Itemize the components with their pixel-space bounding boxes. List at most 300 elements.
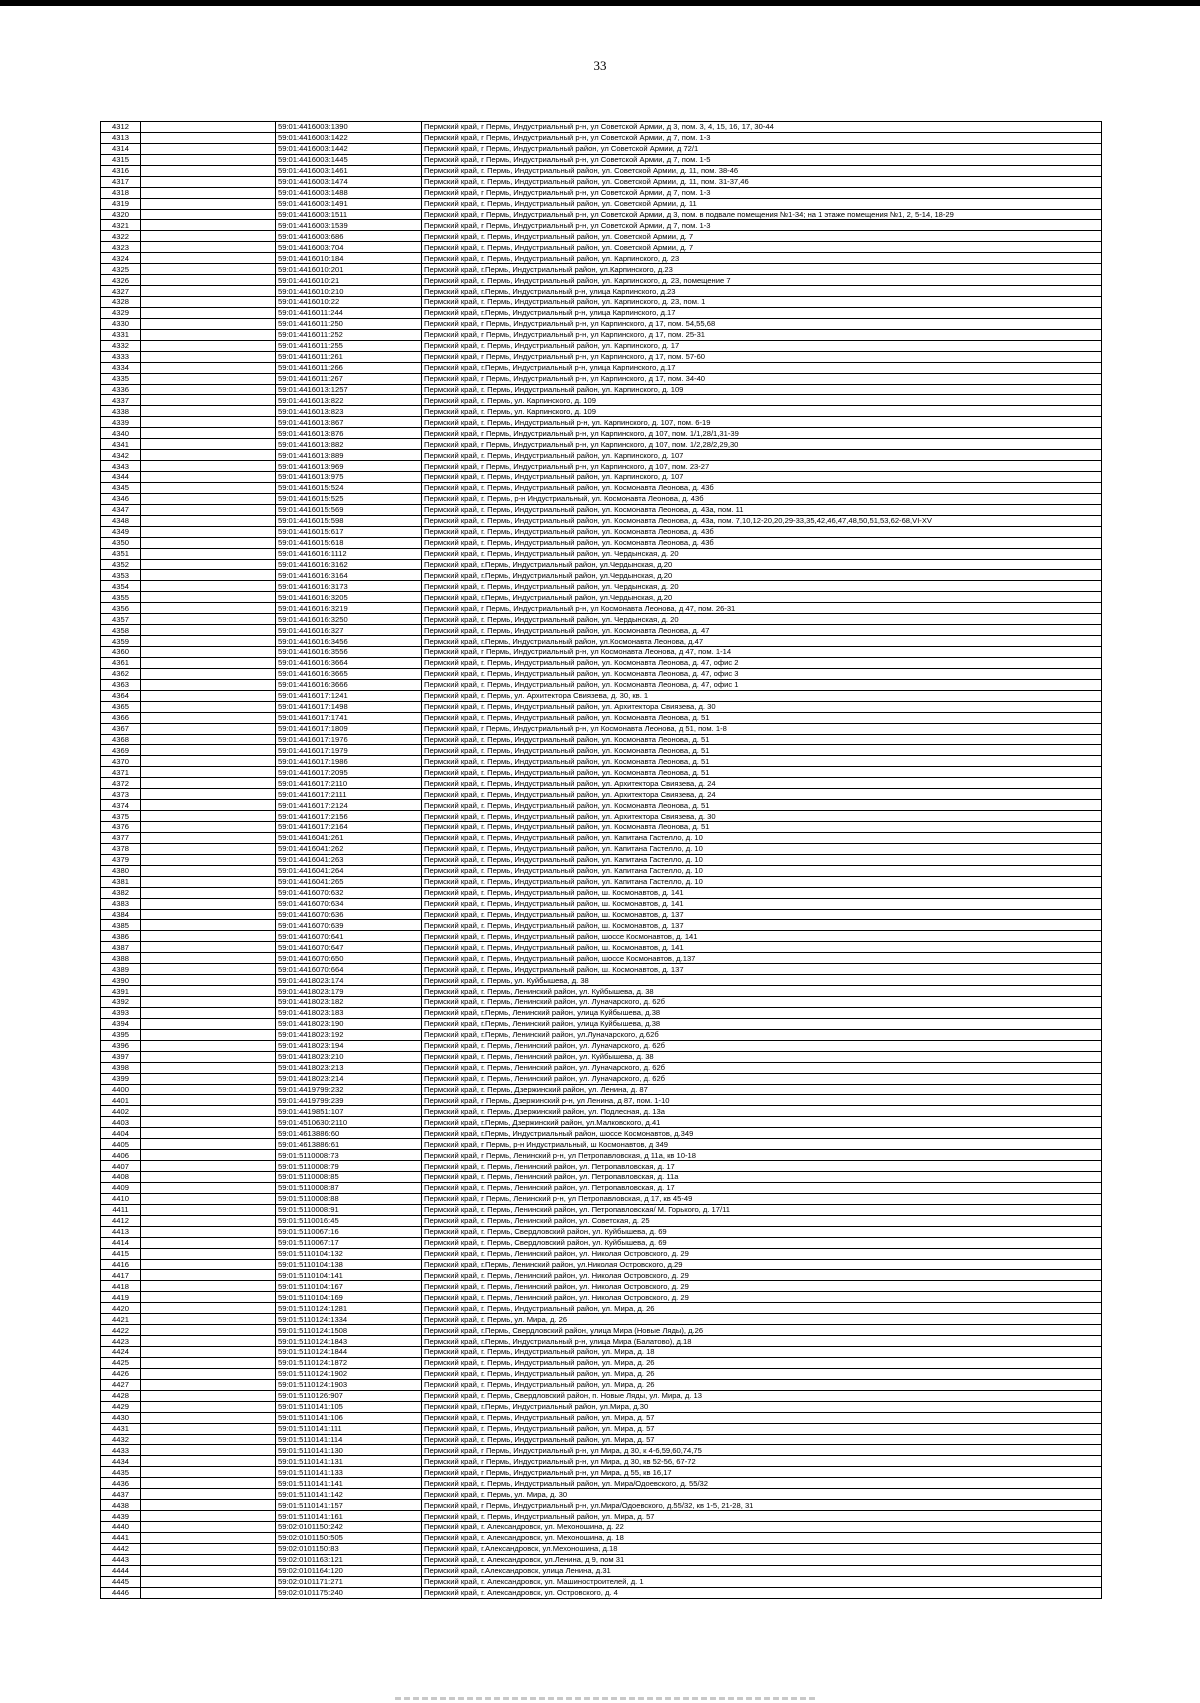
row-number: 4378 [101,843,141,854]
address: Пермский край, г.Пермь, Индустриальный район, ул.Космонавта Леонова, д.47 [422,636,1102,647]
table-row [101,953,1102,964]
row-number: 4329 [101,307,141,318]
empty-cell [141,1161,276,1172]
row-number: 4433 [101,1445,141,1456]
table-row [101,1073,1102,1084]
cadastral-number: 59:01:4418023:179 [276,986,422,997]
row-number: 4326 [101,275,141,286]
cadastral-number: 59:01:5110141:157 [276,1500,422,1511]
row-number: 4400 [101,1084,141,1095]
row-number: 4333 [101,351,141,362]
table-row [101,701,1102,712]
address: Пермский край, г. Пермь, Индустриальный район, ул. Советской Армии, д. 7 [422,242,1102,253]
row-number: 4395 [101,1029,141,1040]
empty-cell [141,1007,276,1018]
cadastral-number: 59:01:4416013:882 [276,439,422,450]
row-number: 4427 [101,1379,141,1390]
table-row [101,1390,1102,1401]
table-row [101,264,1102,275]
address: Пермский край, г Пермь, Индустриальный р-н, ул Карпинского, д 107, пом. 23-27 [422,461,1102,472]
address: Пермский край, г.Пермь, Индустриальный район, ул.Чердынская, д.20 [422,592,1102,603]
row-number: 4362 [101,668,141,679]
cadastral-number: 59:01:4416003:1539 [276,220,422,231]
row-number: 4371 [101,767,141,778]
address: Пермский край, г. Пермь, Индустриальный район, шоссе Космонавтов, д. 141 [422,931,1102,942]
cadastral-number: 59:01:5110141:133 [276,1467,422,1478]
cadastral-number: 59:01:4416016:3456 [276,636,422,647]
empty-cell [141,1314,276,1325]
row-number: 4392 [101,997,141,1008]
empty-cell [141,1248,276,1259]
address: Пермский край, г Пермь, Индустриальный р-н, ул Карпинского, д 17, пом. 25-31 [422,329,1102,340]
table-row [101,242,1102,253]
address: Пермский край, г. Пермь, Ленинский район, ул. Николая Островского, д. 29 [422,1292,1102,1303]
table-row [101,636,1102,647]
table-row [101,942,1102,953]
table-row [101,898,1102,909]
row-number: 4419 [101,1292,141,1303]
row-number: 4351 [101,548,141,559]
row-number: 4380 [101,865,141,876]
table-row [101,975,1102,986]
cadastral-number: 59:01:4416011:266 [276,362,422,373]
address: Пермский край, г. Александровск, ул.Ленина, д 9, пом 31 [422,1554,1102,1565]
empty-cell [141,1226,276,1237]
address: Пермский край, г. Пермь, Индустриальный район, ул. Мира, д. 26 [422,1368,1102,1379]
row-number: 4420 [101,1303,141,1314]
row-number: 4413 [101,1226,141,1237]
address: Пермский край, г. Пермь, ул. Карпинского, д. 109 [422,395,1102,406]
row-number: 4383 [101,898,141,909]
cadastral-number: 59:01:4416010:21 [276,275,422,286]
cadastral-number: 59:01:4613886:60 [276,1128,422,1139]
cadastral-number: 59:01:4416011:252 [276,329,422,340]
table-row [101,504,1102,515]
address: Пермский край, г.Пермь, Ленинский район, улица Куйбышева, д.38 [422,1018,1102,1029]
row-number: 4440 [101,1522,141,1533]
empty-cell [141,318,276,329]
row-number: 4432 [101,1434,141,1445]
empty-cell [141,767,276,778]
address: Пермский край, г. Пермь, Индустриальный район, ул. Космонавта Леонова, д. 47 [422,625,1102,636]
empty-cell [141,1379,276,1390]
address: Пермский край, г. Пермь, Индустриальный район, ул. Космонавта Леонова, д. 43а, пом. 11 [422,504,1102,515]
table-row [101,1128,1102,1139]
row-number: 4313 [101,132,141,143]
address: Пермский край, г. Пермь, Ленинский район, ул. Куйбышева, д. 38 [422,1051,1102,1062]
address: Пермский край, г. Пермь, Свердловский район, ул. Куйбышева, д. 69 [422,1237,1102,1248]
cadastral-number: 59:01:4416013:889 [276,450,422,461]
empty-cell [141,450,276,461]
cadastral-number: 59:01:4416041:264 [276,865,422,876]
row-number: 4385 [101,920,141,931]
cadastral-number: 59:01:4416070:634 [276,898,422,909]
address: Пермский край, г. Александровск, ул. Мехоношина, д. 22 [422,1522,1102,1533]
address: Пермский край, г. Пермь, Индустриальный район, ш. Космонавтов, д. 141 [422,898,1102,909]
table-row [101,800,1102,811]
cadastral-number: 59:01:4416017:1979 [276,745,422,756]
cadastral-number: 59:01:4613886:61 [276,1139,422,1150]
cadastral-number: 59:01:4416010:201 [276,264,422,275]
table-row [101,1325,1102,1336]
cadastral-number: 59:01:5110008:73 [276,1150,422,1161]
empty-cell [141,778,276,789]
row-number: 4389 [101,964,141,975]
address: Пермский край, г.Пермь, Дзержинский район, ул.Малковского, д.41 [422,1117,1102,1128]
empty-cell [141,953,276,964]
table-row [101,1379,1102,1390]
row-number: 4331 [101,329,141,340]
top-border-rule [0,0,1200,6]
empty-cell [141,822,276,833]
empty-cell [141,1281,276,1292]
address: Пермский край, г. Пермь, Индустриальный район, ул. Карпинского, д. 23, пом. 1 [422,297,1102,308]
table-row [101,176,1102,187]
row-number: 4339 [101,417,141,428]
row-number: 4338 [101,406,141,417]
address: Пермский край, г Пермь, р-н Индустриальный, ш Космонавтов, д 349 [422,1139,1102,1150]
address: Пермский край, г Пермь, Индустриальный р-н, ул Советской Армии, д 7, пом. 1-3 [422,132,1102,143]
cadastral-number: 59:01:5110104:132 [276,1248,422,1259]
address: Пермский край, г.Пермь, Индустриальный р-н, улица Карпинского, д.17 [422,362,1102,373]
row-number: 4347 [101,504,141,515]
cadastral-number: 59:01:4416041:265 [276,876,422,887]
cadastral-number: 59:01:4416017:1498 [276,701,422,712]
empty-cell [141,854,276,865]
address: Пермский край, г Пермь, Индустриальный р-н, ул Карпинского, д 17, пом. 54,55,68 [422,318,1102,329]
empty-cell [141,690,276,701]
address: Пермский край, г. Пермь, Индустриальный район, ул. Мира/Одоевского, д. 55/32 [422,1478,1102,1489]
empty-cell [141,493,276,504]
row-number: 4386 [101,931,141,942]
table-row [101,1204,1102,1215]
empty-cell [141,1215,276,1226]
cadastral-number: 59:01:4416003:1491 [276,198,422,209]
empty-cell [141,832,276,843]
cadastral-number: 59:01:4416016:3164 [276,570,422,581]
address: Пермский край, г. Пермь, Индустриальный район, ул. Карпинского, д. 107 [422,450,1102,461]
cadastral-number: 59:01:4416003:1442 [276,143,422,154]
row-number: 4322 [101,231,141,242]
empty-cell [141,909,276,920]
table-row [101,417,1102,428]
empty-cell [141,537,276,548]
cadastral-number: 59:01:4416017:2164 [276,822,422,833]
row-number: 4340 [101,428,141,439]
row-number: 4334 [101,362,141,373]
cadastral-number: 59:01:5110141:106 [276,1412,422,1423]
cadastral-number: 59:01:4416015:569 [276,504,422,515]
table-row [101,154,1102,165]
empty-cell [141,1325,276,1336]
address: Пермский край, г Пермь, Ленинский р-н, ул Петропавловская, д 11а, кв 10-18 [422,1150,1102,1161]
address: Пермский край, г. Пермь, Индустриальный район, ул. Мира, д. 57 [422,1434,1102,1445]
empty-cell [141,417,276,428]
row-number: 4384 [101,909,141,920]
row-number: 4345 [101,482,141,493]
empty-cell [141,176,276,187]
address: Пермский край, г. Пермь, Дзержинский район, ул. Подлесная, д. 13а [422,1106,1102,1117]
cadastral-number: 59:01:4416017:1809 [276,723,422,734]
address: Пермский край, г. Пермь, Индустриальный район, ул. Космонавта Леонова, д. 47, офис 3 [422,668,1102,679]
address: Пермский край, г. Пермь, Индустриальный район, ул. Советской Армии, д. 11 [422,198,1102,209]
empty-cell [141,1150,276,1161]
address: Пермский край, г. Пермь, Ленинский район, ул. Николая Островского, д. 29 [422,1270,1102,1281]
cadastral-number: 59:01:4418023:192 [276,1029,422,1040]
cadastral-number: 59:01:4416003:1422 [276,132,422,143]
address: Пермский край, г. Пермь, Индустриальный район, ул. Мира, д. 57 [422,1412,1102,1423]
cadastral-number: 59:01:4416070:664 [276,964,422,975]
row-number: 4406 [101,1150,141,1161]
address: Пермский край, г Пермь, Индустриальный р-н, ул Советской Армии, д 7, пом. 1-3 [422,220,1102,231]
row-number: 4397 [101,1051,141,1062]
row-number: 4405 [101,1139,141,1150]
empty-cell [141,198,276,209]
empty-cell [141,1259,276,1270]
row-number: 4408 [101,1172,141,1183]
table-row [101,187,1102,198]
cadastral-number: 59:01:5110008:88 [276,1193,422,1204]
row-number: 4436 [101,1478,141,1489]
table-row [101,1489,1102,1500]
table-row [101,537,1102,548]
table-row [101,461,1102,472]
cadastral-number: 59:01:4416003:704 [276,242,422,253]
row-number: 4327 [101,286,141,297]
table-row [101,1401,1102,1412]
address: Пермский край, г. Пермь, Индустриальный район, ул. Советской Армии, д. 11, пом. 38-46 [422,165,1102,176]
cadastral-number: 59:01:4416011:267 [276,373,422,384]
table-row [101,964,1102,975]
cadastral-number: 59:01:4416041:261 [276,832,422,843]
empty-cell [141,712,276,723]
address: Пермский край, г Пермь, Индустриальный р-н, ул Мира, д 30, кв 52-56, 67-72 [422,1456,1102,1467]
cadastral-number: 59:01:5110008:79 [276,1161,422,1172]
address: Пермский край, г. Пермь, Ленинский район, ул. Луначарского, д. 62б [422,1062,1102,1073]
cadastral-number: 59:01:4416003:686 [276,231,422,242]
address: Пермский край, г. Пермь, Индустриальный район, ул. Архитектора Свиязева, д. 30 [422,811,1102,822]
row-number: 4424 [101,1347,141,1358]
cadastral-number: 59:01:4416015:618 [276,537,422,548]
table-row [101,865,1102,876]
address: Пермский край, г. Пермь, Индустриальный район, ул. Космонавта Леонова, д. 47, офис 1 [422,679,1102,690]
empty-cell [141,603,276,614]
empty-cell [141,559,276,570]
row-number: 4359 [101,636,141,647]
address: Пермский край, г. Пермь, Индустриальный район, ул. Капитана Гастелло, д. 10 [422,876,1102,887]
address: Пермский край, г.Пермь, Ленинский район, улица Куйбышева, д.38 [422,1007,1102,1018]
empty-cell [141,351,276,362]
empty-cell [141,843,276,854]
address: Пермский край, г. Пермь, Ленинский район, ул. Петропавловская, д. 17 [422,1182,1102,1193]
table-row [101,329,1102,340]
row-number: 4360 [101,647,141,658]
address: Пермский край, г. Пермь, Ленинский район, ул. Петропавловская, д. 11а [422,1172,1102,1183]
empty-cell [141,1106,276,1117]
row-number: 4416 [101,1259,141,1270]
empty-cell [141,942,276,953]
table-row [101,1532,1102,1543]
empty-cell [141,581,276,592]
address: Пермский край, г. Пермь, Индустриальный район, ул. Архитектора Свиязева, д. 24 [422,789,1102,800]
cadastral-number: 59:01:4416013:876 [276,428,422,439]
table-row [101,1522,1102,1533]
table-row [101,1511,1102,1522]
table-row [101,1215,1102,1226]
table-row [101,679,1102,690]
address: Пермский край, г. Пермь, Индустриальный район, ул. Мира, д. 26 [422,1379,1102,1390]
row-number: 4390 [101,975,141,986]
row-number: 4363 [101,679,141,690]
empty-cell [141,1095,276,1106]
table-row [101,1007,1102,1018]
cadastral-number: 59:01:5110067:16 [276,1226,422,1237]
row-number: 4409 [101,1182,141,1193]
row-number: 4444 [101,1565,141,1576]
address: Пермский край, г Пермь, Индустриальный р-н, ул Советской Армии, д 7, пом. 1-5 [422,154,1102,165]
address: Пермский край, г. Пермь, Индустриальный р-н, ул. Карпинского, д. 107, пом. 6-19 [422,417,1102,428]
table-row [101,887,1102,898]
address: Пермский край, г. Пермь, ул. Карпинского, д. 109 [422,406,1102,417]
table-row [101,690,1102,701]
cadastral-number: 59:01:4418023:214 [276,1073,422,1084]
address: Пермский край, г. Александровск, ул. Островского, д. 4 [422,1587,1102,1598]
row-number: 4312 [101,122,141,133]
empty-cell [141,1237,276,1248]
cadastral-number: 59:01:4418023:190 [276,1018,422,1029]
address: Пермский край, г. Пермь, Индустриальный район, ул. Советской Армии, д. 7 [422,231,1102,242]
table-row [101,340,1102,351]
row-number: 4319 [101,198,141,209]
address: Пермский край, г Пермь, Индустриальный р-н, ул Мира, д 30, к 4-6,59,60,74,75 [422,1445,1102,1456]
table-row [101,1018,1102,1029]
empty-cell [141,964,276,975]
address: Пермский край, г. Пермь, Индустриальный район, ул. Капитана Гастелло, д. 10 [422,854,1102,865]
table-row [101,1161,1102,1172]
empty-cell [141,723,276,734]
address: Пермский край, г Пермь, Индустриальный р-н, ул Советской Армии, д 3, пом. в подвале помещения №1-34; на 1 этаже помещения №1, 2, 5-14, 18-29 [422,209,1102,220]
table-row [101,647,1102,658]
empty-cell [141,307,276,318]
empty-cell [141,187,276,198]
empty-cell [141,701,276,712]
table-row [101,745,1102,756]
empty-cell [141,340,276,351]
cadastral-number: 59:01:4416070:636 [276,909,422,920]
address: Пермский край, г. Пермь, Индустриальный район, ш. Космонавтов, д. 137 [422,909,1102,920]
table-row [101,1095,1102,1106]
cadastral-number: 59:01:4416041:262 [276,843,422,854]
cadastral-number: 59:01:4416016:3665 [276,668,422,679]
cadastral-number: 59:01:5110008:85 [276,1172,422,1183]
row-number: 4443 [101,1554,141,1565]
cadastral-number: 59:01:5110008:91 [276,1204,422,1215]
cadastral-number: 59:01:5110141:105 [276,1401,422,1412]
address: Пермский край, г Пермь, Индустриальный р-н, ул.Мира/Одоевского, д.55/32, кв 1-5, 21-28, 31 [422,1500,1102,1511]
cadastral-number: 59:01:4416010:210 [276,286,422,297]
empty-cell [141,1423,276,1434]
cadastral-number: 59:01:5110141:130 [276,1445,422,1456]
cadastral-number: 59:01:4416011:261 [276,351,422,362]
address: Пермский край, г. Пермь, Индустриальный район, ул. Мира, д. 26 [422,1303,1102,1314]
row-number: 4324 [101,253,141,264]
cadastral-number: 59:01:5110126:907 [276,1390,422,1401]
cadastral-number: 59:01:4416016:3664 [276,657,422,668]
row-number: 4346 [101,493,141,504]
scan-artifact-strip [395,1697,815,1700]
address: Пермский край, г. Пермь, Индустриальный район, ул. Космонавта Леонова, д. 51 [422,767,1102,778]
table-row [101,1565,1102,1576]
table-row [101,767,1102,778]
address: Пермский край, г. Пермь, Индустриальный район, ш. Космонавтов, д. 137 [422,964,1102,975]
cadastral-number: 59:02:0101175:240 [276,1587,422,1598]
table-row [101,515,1102,526]
row-number: 4316 [101,165,141,176]
table-row [101,1270,1102,1281]
address: Пермский край, г. Пермь, Свердловский район, п. Новые Ляды, ул. Мира, д. 13 [422,1390,1102,1401]
row-number: 4349 [101,526,141,537]
row-number: 4348 [101,515,141,526]
row-number: 4446 [101,1587,141,1598]
table-row [101,668,1102,679]
empty-cell [141,997,276,1008]
empty-cell [141,515,276,526]
address: Пермский край, г. Пермь, Индустриальный район, ул. Мира, д. 26 [422,1357,1102,1368]
empty-cell [141,1565,276,1576]
cadastral-number: 59:01:4416011:244 [276,307,422,318]
cadastral-number: 59:01:5110008:87 [276,1182,422,1193]
row-number: 4430 [101,1412,141,1423]
cadastral-number: 59:01:4416016:327 [276,625,422,636]
cadastral-number: 59:01:4416013:822 [276,395,422,406]
table-row [101,778,1102,789]
table-row [101,920,1102,931]
cadastral-number: 59:01:4416013:1257 [276,384,422,395]
table-row [101,472,1102,483]
cadastral-number: 59:01:5110104:138 [276,1259,422,1270]
empty-cell [141,406,276,417]
empty-cell [141,1292,276,1303]
cadastral-number: 59:01:4416013:823 [276,406,422,417]
empty-cell [141,264,276,275]
row-number: 4350 [101,537,141,548]
cadastral-number: 59:01:5110141:111 [276,1423,422,1434]
row-number: 4357 [101,614,141,625]
address: Пермский край, г. Пермь, Индустриальный район, ул. Архитектора Свиязева, д. 24 [422,778,1102,789]
cadastral-number: 59:01:4416003:1390 [276,122,422,133]
row-number: 4393 [101,1007,141,1018]
row-number: 4422 [101,1325,141,1336]
cadastral-number: 59:01:4416016:3162 [276,559,422,570]
row-number: 4396 [101,1040,141,1051]
address: Пермский край, г. Пермь, Индустриальный район, ул. Космонавта Леонова, д. 43б [422,526,1102,537]
row-number: 4415 [101,1248,141,1259]
empty-cell [141,734,276,745]
empty-cell [141,811,276,822]
cadastral-number: 59:01:5110124:1281 [276,1303,422,1314]
empty-cell [141,1467,276,1478]
row-number: 4343 [101,461,141,472]
cadastral-number: 59:01:4418023:183 [276,1007,422,1018]
cadastral-number: 59:01:4416017:1986 [276,756,422,767]
row-number: 4337 [101,395,141,406]
cadastral-number: 59:01:4416015:598 [276,515,422,526]
table-row [101,132,1102,143]
table-row [101,318,1102,329]
empty-cell [141,1204,276,1215]
empty-cell [141,876,276,887]
table-row [101,122,1102,133]
